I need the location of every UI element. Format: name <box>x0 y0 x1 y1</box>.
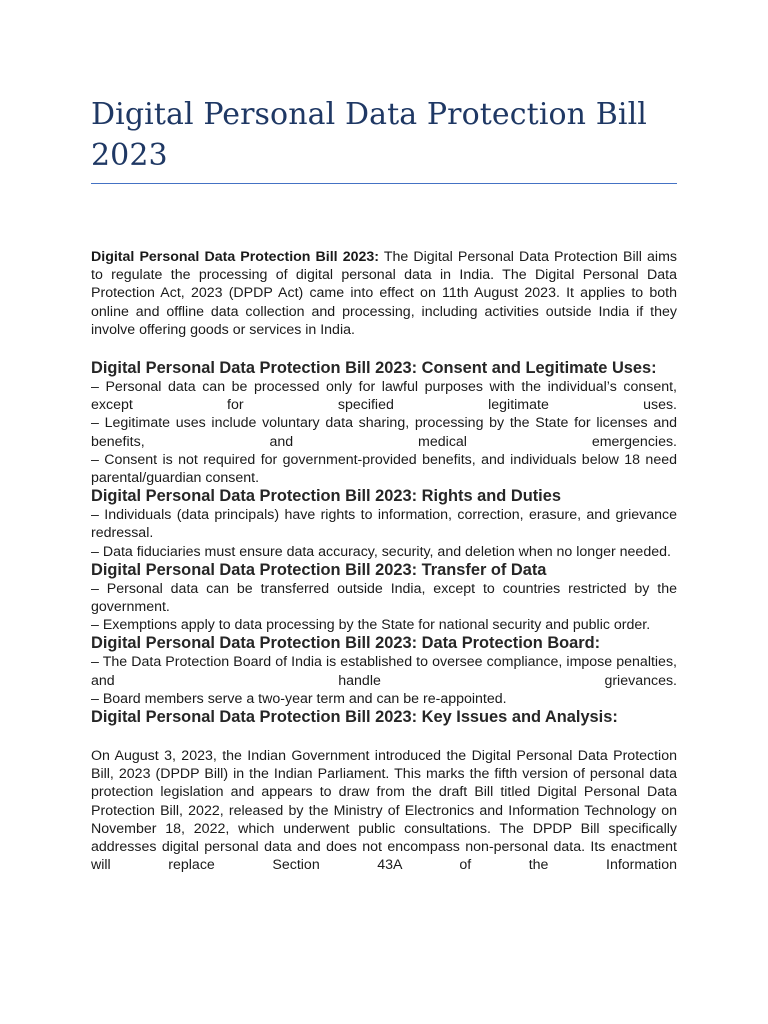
title-underline <box>91 183 677 184</box>
document-title: Digital Personal Data Protection Bill 2023 <box>91 97 647 173</box>
bullet-item: – Exemptions apply to data processing by the State for national security and public order. <box>91 617 651 634</box>
bullet-item: – Consent is not required for government-provided benefits, and individuals below 18 need parental/guardian consent. <box>91 451 677 487</box>
bullet-item: – Individuals (data principals) have rights to information, correction, erasure, and grievance redressal. <box>91 507 677 542</box>
document-page <box>91 94 677 889</box>
intro-text: The Digital Personal Data Protection Bill aims to regulate the processing of digital personal data in India. The Digital Personal Data Protection Act, 2023 (DPDP Act) came into effect on 11th August 2023. It applies to both online and offline data collection and processing, including activities outside India if they involve offering goods or services in India. <box>91 249 677 338</box>
closing-paragraph: On August 3, 2023, the Indian Government introduced the Digital Personal Data Protection Bill, 2023 (DPDP Bill) in the Indian Parliament. This marks the fifth version of personal data protection legislation and appears to draw from the draft Bill titled Digital Personal Data Protection Bill, 2022, released by the Ministry of Electronics and Information Technology on November 18, 2022, which underwent public consultations. The DPDP Bill specifically addresses digital personal data and does not encompass non-personal data. Its enactment will replace Section 43A of the Information <box>91 748 677 874</box>
intro-paragraph <box>91 248 677 339</box>
section-heading-consent: Digital Personal Data Protection Bill 2023: Consent and Legitimate Uses: <box>91 359 657 378</box>
section-heading-rights: Digital Personal Data Protection Bill 2023: Rights and Duties <box>91 487 561 506</box>
section-heading-transfer: Digital Personal Data Protection Bill 2023: Transfer of Data <box>91 560 547 579</box>
bullet-item: – Personal data can be processed only for lawful purposes with the individual’s consent, except for specified legitimate uses. <box>91 379 677 414</box>
section-heading-analysis: Digital Personal Data Protection Bill 2023: Key Issues and Analysis: <box>91 708 618 727</box>
section-heading-board: Digital Personal Data Protection Bill 2023: Data Protection Board: <box>91 634 601 653</box>
bullet-item: – Board members serve a two-year term and can be re-appointed. <box>91 690 507 707</box>
bullet-item: – Personal data can be transferred outside India, except to countries restricted by the government. <box>91 580 677 616</box>
bullet-item: – The Data Protection Board of India is established to oversee compliance, impose penalties, and handle grievances. <box>91 654 677 689</box>
intro-lead: Digital Personal Data Protection Bill 2023: <box>91 249 380 265</box>
bullet-item: – Data fiduciaries must ensure data accuracy, security, and deletion when no longer needed. <box>91 543 671 560</box>
bullet-item: – Legitimate uses include voluntary data sharing, processing by the State for licenses and benefits, and medical emergencies. <box>91 415 677 450</box>
